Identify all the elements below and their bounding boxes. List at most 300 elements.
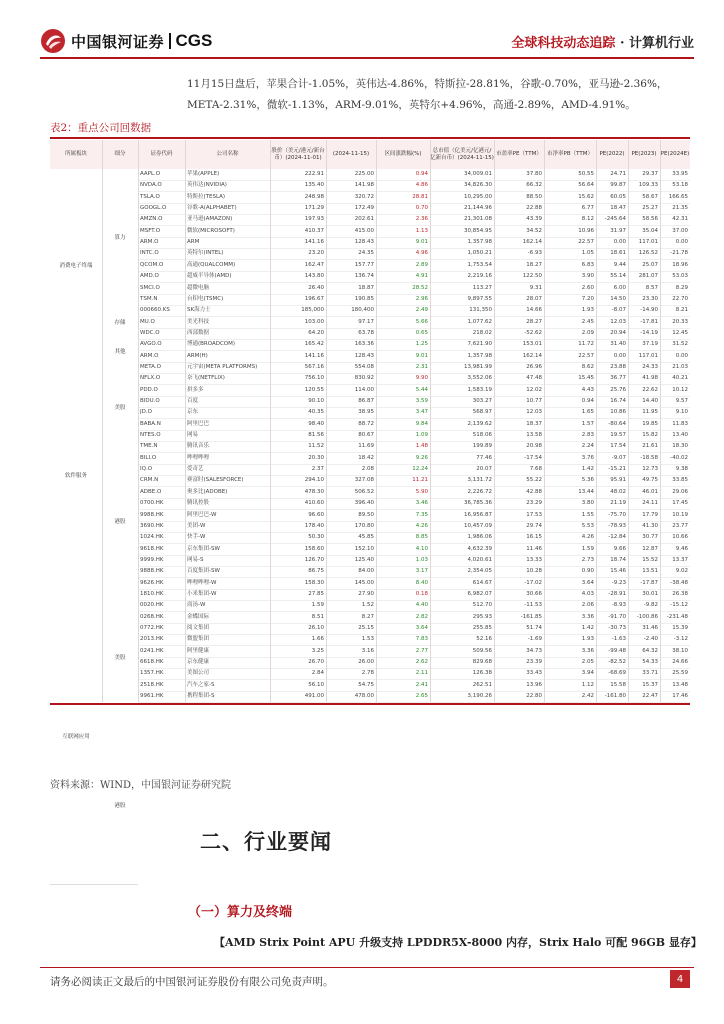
table-cell: -8.93 bbox=[611, 602, 626, 609]
table-cell: -245.64 bbox=[604, 216, 626, 223]
news-title: 【AMD Strix Point APU 升级支持 LPDDR5X-8000 内存，Strix Halo 可配 96GB 显存】 bbox=[214, 936, 702, 949]
table-cell: 23.77 bbox=[672, 522, 688, 529]
table-cell: 25.27 bbox=[642, 205, 658, 212]
table-cell: 14.40 bbox=[642, 398, 658, 404]
table-bottom-rule bbox=[50, 703, 690, 705]
table-cell: 37.19 bbox=[642, 341, 658, 348]
table-cell: 2.24 bbox=[581, 443, 594, 450]
table-cell: 2.89 bbox=[415, 261, 428, 268]
table-cell: 1.09 bbox=[415, 432, 428, 439]
table-header-cell: PE(2024E) bbox=[660, 151, 690, 157]
table-cell: 6618.HK bbox=[140, 659, 164, 666]
table-cell: 37.80 bbox=[526, 171, 542, 177]
table-column-divider bbox=[376, 140, 377, 702]
table-cell: 18.27 bbox=[526, 261, 542, 268]
table-cell: 185,000 bbox=[301, 307, 324, 314]
table-cell: IQ.O bbox=[140, 466, 153, 473]
table-cell: 1024.HK bbox=[140, 534, 164, 541]
table-cell: 5.36 bbox=[581, 477, 594, 484]
table-cell: 98.40 bbox=[308, 420, 324, 427]
table-cell: -6.93 bbox=[527, 250, 542, 257]
table-cell: 47.48 bbox=[526, 375, 542, 382]
table-column-divider bbox=[185, 140, 186, 702]
table-cell: -91.70 bbox=[608, 613, 626, 620]
table-row bbox=[50, 362, 690, 374]
table-cell: 141.98 bbox=[354, 182, 374, 189]
table-header bbox=[50, 140, 690, 169]
table-cell: 微盟集团 bbox=[187, 636, 210, 643]
table-cell: 奥多比(ADOBE) bbox=[187, 488, 228, 495]
table-cell: 35.04 bbox=[642, 227, 658, 234]
table-cell: 89.50 bbox=[358, 511, 374, 518]
table-cell: 180,400 bbox=[351, 307, 374, 314]
table-cell: 7,621.90 bbox=[467, 341, 492, 348]
table-row bbox=[50, 634, 690, 646]
table-cell: -11.53 bbox=[524, 602, 542, 609]
table-row bbox=[50, 430, 690, 442]
table-cell: 36.77 bbox=[610, 375, 626, 382]
table-cell: 1.57 bbox=[581, 420, 594, 427]
table-cell: 12.73 bbox=[642, 466, 658, 473]
table-cell: 37.00 bbox=[672, 227, 688, 234]
table-cell: 166.65 bbox=[668, 193, 688, 200]
table-cell: 9.46 bbox=[675, 545, 688, 552]
table-cell: 9.01 bbox=[415, 239, 428, 246]
table-cell: MSFT.O bbox=[140, 227, 161, 234]
table-subgroup-label: 美股 bbox=[102, 362, 138, 454]
table-cell: 126.70 bbox=[304, 556, 324, 563]
table-cell: 410.60 bbox=[304, 500, 324, 507]
table-cell: 0.00 bbox=[613, 352, 626, 359]
table-column-divider bbox=[596, 140, 597, 702]
table-row bbox=[50, 510, 690, 522]
table-cell: 17.54 bbox=[610, 443, 626, 450]
table-cell: 3.76 bbox=[581, 454, 594, 461]
table-cell: 42.31 bbox=[672, 216, 688, 223]
table-cell: 000660.KS bbox=[140, 307, 170, 314]
table-cell: 34,009.01 bbox=[464, 171, 492, 177]
table-group-label: 软件服务 bbox=[50, 362, 102, 590]
table-cell: 1.52 bbox=[361, 602, 374, 609]
table-cell: 10,457.09 bbox=[464, 522, 492, 529]
table-cell: -15.21 bbox=[608, 466, 626, 473]
table-cell: 17.79 bbox=[642, 511, 658, 518]
table-cell: NFLX.O bbox=[140, 375, 161, 382]
table-row bbox=[50, 214, 690, 226]
table-cell: 8.27 bbox=[361, 613, 374, 620]
table-cell: 11.95 bbox=[642, 409, 658, 416]
table-cell: -231.48 bbox=[666, 613, 688, 620]
table-cell: 2,219.16 bbox=[467, 273, 492, 280]
table-cell: 11.83 bbox=[672, 420, 688, 427]
table-cell: 478.00 bbox=[354, 693, 374, 700]
table-cell: 17.45 bbox=[672, 500, 688, 507]
table-cell: 3690.HK bbox=[140, 522, 164, 529]
table-cell: 29.74 bbox=[526, 522, 542, 529]
table-cell: 19.85 bbox=[642, 420, 658, 427]
table-cell: 7.83 bbox=[415, 636, 428, 643]
table-cell: 6.77 bbox=[581, 205, 594, 212]
table-cell: 26.70 bbox=[308, 659, 324, 666]
table-cell: AVGO.O bbox=[140, 341, 162, 348]
table-cell: 9.57 bbox=[675, 398, 688, 404]
table-cell: 博通(BROADCOM) bbox=[187, 341, 236, 348]
table-cell: 15.58 bbox=[610, 681, 626, 688]
table-cell: -14.19 bbox=[640, 329, 658, 336]
table-cell: 25.07 bbox=[642, 261, 658, 268]
table-cell: -82.52 bbox=[608, 659, 626, 666]
table-cell: 56.64 bbox=[578, 182, 594, 189]
table-cell: SK海力士 bbox=[187, 307, 211, 314]
table-cell: 2.11 bbox=[415, 670, 428, 677]
report-title bbox=[511, 32, 694, 51]
table-cell: 81.56 bbox=[308, 432, 324, 439]
table-cell: 135.40 bbox=[304, 182, 324, 189]
table-cell: 0772.HK bbox=[140, 625, 164, 631]
table-cell: 9.31 bbox=[529, 284, 542, 291]
table-cell: 3,131.72 bbox=[467, 477, 492, 484]
table-column-divider bbox=[544, 140, 545, 702]
table-cell: 54.75 bbox=[358, 681, 374, 688]
table-row bbox=[50, 180, 690, 192]
table-cell: 21.61 bbox=[642, 443, 658, 450]
table-cell: 西部数据 bbox=[187, 329, 210, 336]
table-cell: 20.33 bbox=[672, 318, 688, 325]
table-cell: 41.98 bbox=[642, 375, 658, 382]
table-cell: 1.42 bbox=[581, 466, 594, 473]
table-cell: 22.47 bbox=[642, 693, 658, 700]
table-cell: -2.40 bbox=[643, 636, 658, 643]
table-cell: 58.56 bbox=[642, 216, 658, 223]
table-cell: -21.78 bbox=[670, 250, 688, 257]
table-cell: 54.33 bbox=[642, 659, 658, 666]
table-cell: 赛富时(SALESFORCE) bbox=[187, 477, 244, 484]
table-cell: 294.10 bbox=[304, 477, 324, 484]
table-cell: 2.96 bbox=[415, 295, 428, 302]
table-cell: 30,854.95 bbox=[464, 227, 492, 234]
table-cell: 26.10 bbox=[308, 625, 324, 631]
table-cell: 3.17 bbox=[415, 568, 428, 575]
table-cell: 162.14 bbox=[522, 239, 542, 246]
table-cell: 1,583.19 bbox=[467, 386, 492, 393]
table-cell: 0.00 bbox=[675, 352, 688, 359]
table-row bbox=[50, 487, 690, 499]
table-cell: 153.01 bbox=[522, 341, 542, 348]
table-cell: ARM.O bbox=[140, 239, 159, 246]
table-cell: 60.05 bbox=[610, 193, 626, 200]
table-cell: 196.67 bbox=[304, 295, 324, 302]
intro-line-1: 11月15日盘后，苹果合计-1.05%，英伟达-4.86%，特斯拉-28.81%，谷歌-0.70%，亚马逊-2.36%， bbox=[187, 78, 668, 90]
table-cell: -161.80 bbox=[604, 693, 626, 700]
table-cell: 0.00 bbox=[675, 239, 688, 246]
table-cell: 0.00 bbox=[613, 239, 626, 246]
intro-paragraph bbox=[187, 74, 707, 116]
table-cell: 34,826.30 bbox=[464, 182, 492, 189]
table-cell: 2.31 bbox=[415, 363, 428, 370]
table-cell: 50.55 bbox=[578, 171, 594, 177]
table-cell: 3.59 bbox=[415, 398, 428, 404]
table-cell: ARM(H) bbox=[187, 352, 208, 359]
table-title: 表2：重点公司回数据 bbox=[50, 122, 152, 134]
table-cell: 3.16 bbox=[361, 647, 374, 654]
table-cell: 21.35 bbox=[672, 205, 688, 212]
table-cell: 高通(QUALCOMM) bbox=[187, 261, 236, 268]
table-cell: 美图公司 bbox=[187, 670, 210, 677]
table-subgroup-label: 存储 bbox=[102, 305, 138, 340]
table-cell: 64.32 bbox=[642, 647, 658, 654]
table-cell: 5.44 bbox=[415, 386, 428, 393]
table-cell: -40.02 bbox=[670, 454, 688, 461]
table-cell: 7.20 bbox=[581, 295, 594, 302]
table-cell: 4.10 bbox=[415, 545, 428, 552]
table-cell: 554.08 bbox=[354, 363, 374, 370]
table-cell: -14.90 bbox=[640, 307, 658, 314]
table-cell: 15.82 bbox=[642, 432, 658, 439]
table-cell: 1.59 bbox=[311, 602, 324, 609]
table-cell: -38.48 bbox=[670, 579, 688, 586]
table-cell: ARM.O bbox=[140, 352, 159, 359]
table-row bbox=[50, 464, 690, 476]
table-cell: 9,897.55 bbox=[467, 295, 492, 302]
table-cell: 7.35 bbox=[415, 511, 428, 518]
table-cell: 百度 bbox=[187, 398, 199, 404]
table-cell: 9.38 bbox=[675, 466, 688, 473]
table-cell: 2.45 bbox=[581, 318, 594, 325]
table-cell: 99.87 bbox=[610, 182, 626, 189]
table-cell: AMD.O bbox=[140, 273, 159, 280]
table-cell: 218.02 bbox=[472, 329, 492, 336]
table-cell: 518.06 bbox=[472, 432, 492, 439]
table-cell: CRM.N bbox=[140, 477, 159, 484]
table-subgroup-label: 港股 bbox=[102, 453, 138, 590]
table-cell: 2013.HK bbox=[140, 636, 164, 643]
table-cell: 567.16 bbox=[304, 363, 324, 370]
table-cell: 2.05 bbox=[581, 659, 594, 666]
table-cell: 95.91 bbox=[610, 477, 626, 484]
table-cell: 4.26 bbox=[581, 534, 594, 541]
table-cell: 88.72 bbox=[358, 420, 374, 427]
table-cell: 超微电脑 bbox=[187, 284, 210, 291]
table-cell: 415.00 bbox=[354, 227, 374, 234]
table-cell: 3.64 bbox=[415, 625, 428, 631]
table-cell: 86.87 bbox=[358, 398, 374, 404]
table-cell: 80.67 bbox=[358, 432, 374, 439]
table-cell: 2.78 bbox=[361, 670, 374, 677]
table-cell: 2.09 bbox=[581, 329, 594, 336]
table-row bbox=[50, 169, 690, 181]
table-cell: 38.95 bbox=[358, 409, 374, 416]
table-cell: 18.74 bbox=[610, 556, 626, 563]
table-cell: 9.84 bbox=[415, 420, 428, 427]
table-cell: 20.94 bbox=[610, 329, 626, 336]
table-cell: 6,982.07 bbox=[467, 590, 492, 597]
table-cell: 126.38 bbox=[472, 670, 492, 677]
table-cell: 24.66 bbox=[672, 659, 688, 666]
table-cell: 9888.HK bbox=[140, 568, 164, 575]
table-cell: 2.62 bbox=[415, 659, 428, 666]
table-cell: 53.03 bbox=[672, 273, 688, 280]
table-cell: 9.26 bbox=[415, 454, 428, 461]
table-cell: 262.51 bbox=[472, 681, 492, 688]
table-cell: 506.52 bbox=[354, 488, 374, 495]
table-cell: 63.78 bbox=[358, 329, 374, 336]
table-cell: 金蝶国际 bbox=[187, 613, 210, 620]
table-cell: 66.32 bbox=[526, 182, 542, 189]
brand-logo bbox=[40, 28, 212, 54]
table-cell: 141.16 bbox=[304, 352, 324, 359]
table-cell: 26.38 bbox=[672, 590, 688, 597]
table-cell: 126.52 bbox=[638, 250, 658, 257]
table-cell: 12.03 bbox=[610, 318, 626, 325]
table-cell: 162.14 bbox=[522, 352, 542, 359]
table-row bbox=[50, 260, 690, 272]
table-cell: 0.65 bbox=[415, 329, 428, 336]
table-cell: 225.00 bbox=[354, 171, 374, 177]
table-cell: 829.68 bbox=[472, 659, 492, 666]
table-cell: -99.48 bbox=[608, 647, 626, 654]
table-cell: 4.03 bbox=[581, 590, 594, 597]
table-cell: -80.64 bbox=[608, 420, 626, 427]
table-cell: 5.66 bbox=[415, 318, 428, 325]
table-cell: 190.85 bbox=[354, 295, 374, 302]
table-cell: 3.36 bbox=[581, 613, 594, 620]
table-cell: 2.73 bbox=[581, 556, 594, 563]
table-cell: ARM bbox=[187, 239, 200, 246]
table-cell: 1.03 bbox=[415, 556, 428, 563]
table-cell: -17.54 bbox=[524, 454, 542, 461]
table-cell: 113.27 bbox=[472, 284, 492, 291]
table-cell: 396.40 bbox=[354, 500, 374, 507]
table-row bbox=[50, 271, 690, 283]
table-cell: 9.66 bbox=[613, 545, 626, 552]
table-cell: 77.46 bbox=[476, 454, 492, 461]
table-cell: 9626.HK bbox=[140, 579, 164, 586]
table-cell: 86.75 bbox=[308, 568, 324, 575]
table-cell: 96.60 bbox=[308, 511, 324, 518]
table-cell: 248.98 bbox=[304, 193, 324, 200]
table-cell: 33.43 bbox=[526, 670, 542, 677]
table-cell: 1.12 bbox=[581, 681, 594, 688]
table-cell: 2.08 bbox=[361, 466, 374, 473]
table-cell: 9999.HK bbox=[140, 556, 164, 563]
table-row bbox=[50, 555, 690, 567]
table-cell: 117.01 bbox=[638, 239, 658, 246]
table-cell: 22.57 bbox=[578, 239, 594, 246]
table-cell: 28.81 bbox=[412, 193, 428, 200]
table-cell: 9961.HK bbox=[140, 693, 164, 700]
table-row bbox=[50, 203, 690, 215]
table-cell: 15.52 bbox=[642, 556, 658, 563]
table-cell: 3.94 bbox=[581, 670, 594, 677]
table-cell: 8.29 bbox=[675, 284, 688, 291]
table-cell: 1,357.98 bbox=[467, 352, 492, 359]
table-cell: 162.47 bbox=[304, 261, 324, 268]
table-cell: 13.58 bbox=[526, 432, 542, 439]
table-cell: 97.17 bbox=[358, 318, 374, 325]
table-cell: 亚马逊(AMAZON) bbox=[187, 216, 233, 223]
table-cell: 199.89 bbox=[472, 443, 492, 450]
table-cell: 2.77 bbox=[415, 647, 428, 654]
table-cell: QCOM.O bbox=[140, 261, 164, 268]
table-cell: 苹果(APPLE) bbox=[187, 171, 220, 177]
table-cell: 10.77 bbox=[526, 398, 542, 404]
table-cell: 奈飞(NETFLIX) bbox=[187, 375, 225, 382]
table-cell: 微软(MICROSOFT) bbox=[187, 227, 235, 234]
table-cell: -3.12 bbox=[673, 636, 688, 643]
table-cell: 26.96 bbox=[526, 363, 542, 370]
table-cell: 美团-W bbox=[187, 522, 206, 529]
table-cell: 30.77 bbox=[642, 534, 658, 541]
table-cell: 23.39 bbox=[526, 659, 542, 666]
table-cell: 3.46 bbox=[415, 500, 428, 507]
table-cell: 特斯拉(TESLA) bbox=[187, 193, 226, 200]
table-cell: 2.06 bbox=[581, 602, 594, 609]
table-cell: 哔哩哔哩-W bbox=[187, 579, 217, 586]
table-subgroup-label: 其他 bbox=[102, 339, 138, 363]
galaxy-logo-icon bbox=[40, 28, 66, 54]
table-top-rule bbox=[50, 137, 690, 139]
table-cell: 25.15 bbox=[358, 625, 374, 631]
table-cell: 13.51 bbox=[642, 568, 658, 575]
table-cell: 9988.HK bbox=[140, 511, 164, 518]
table-cell: 0.94 bbox=[581, 398, 594, 404]
table-cell: 商汤-W bbox=[187, 602, 206, 609]
table-cell: 13.33 bbox=[526, 556, 542, 563]
table-row bbox=[50, 544, 690, 556]
table-row bbox=[50, 668, 690, 680]
table-cell: 222.91 bbox=[304, 171, 324, 177]
table-cell: 英伟达(NVIDIA) bbox=[187, 182, 227, 189]
table-cell: 2.41 bbox=[415, 681, 428, 688]
table-cell: 小米集团-W bbox=[187, 590, 217, 597]
table-row bbox=[50, 521, 690, 533]
table-cell: INTC.O bbox=[140, 250, 159, 257]
table-cell: 英特尔(INTEL) bbox=[187, 250, 224, 257]
table-cell: 255.85 bbox=[472, 625, 492, 631]
table-header-cell: 公司名称 bbox=[216, 151, 239, 157]
table-cell: 谷歌-A(ALPHABET) bbox=[187, 205, 237, 212]
table-cell: 1,077.62 bbox=[467, 318, 492, 325]
table-cell: 20.98 bbox=[526, 443, 542, 450]
table-cell: 122.50 bbox=[522, 273, 542, 280]
table-cell: 12.03 bbox=[526, 409, 542, 416]
table-row bbox=[50, 612, 690, 624]
table-cell: 128.43 bbox=[354, 352, 374, 359]
table-cell: 31.46 bbox=[642, 625, 658, 631]
table-cell: 33.71 bbox=[642, 670, 658, 677]
header-rule bbox=[40, 57, 694, 59]
table-cell: 2.60 bbox=[581, 284, 594, 291]
table-cell: 18.87 bbox=[358, 284, 374, 291]
table-cell: 拼多多 bbox=[187, 386, 204, 393]
table-subgroup-label: 美股 bbox=[102, 589, 138, 726]
table-cell: 1,357.98 bbox=[467, 239, 492, 246]
table-cell: 512.70 bbox=[472, 602, 492, 609]
table-cell: 165.42 bbox=[304, 341, 324, 348]
table-row bbox=[50, 578, 690, 590]
table-cell: 303.27 bbox=[472, 398, 492, 404]
table-cell: 24.33 bbox=[642, 363, 658, 370]
table-cell: 超威半导体(AMD) bbox=[187, 273, 232, 280]
table-cell: 6.83 bbox=[581, 261, 594, 268]
table-cell: 23.20 bbox=[308, 250, 324, 257]
table-cell: 3.64 bbox=[581, 579, 594, 586]
table-row bbox=[50, 385, 690, 397]
table-cell: 阿里巴巴-W bbox=[187, 511, 217, 518]
table-cell: 49.75 bbox=[642, 477, 658, 484]
table-cell: 88.50 bbox=[526, 193, 542, 200]
table-cell: 5.90 bbox=[415, 488, 428, 495]
